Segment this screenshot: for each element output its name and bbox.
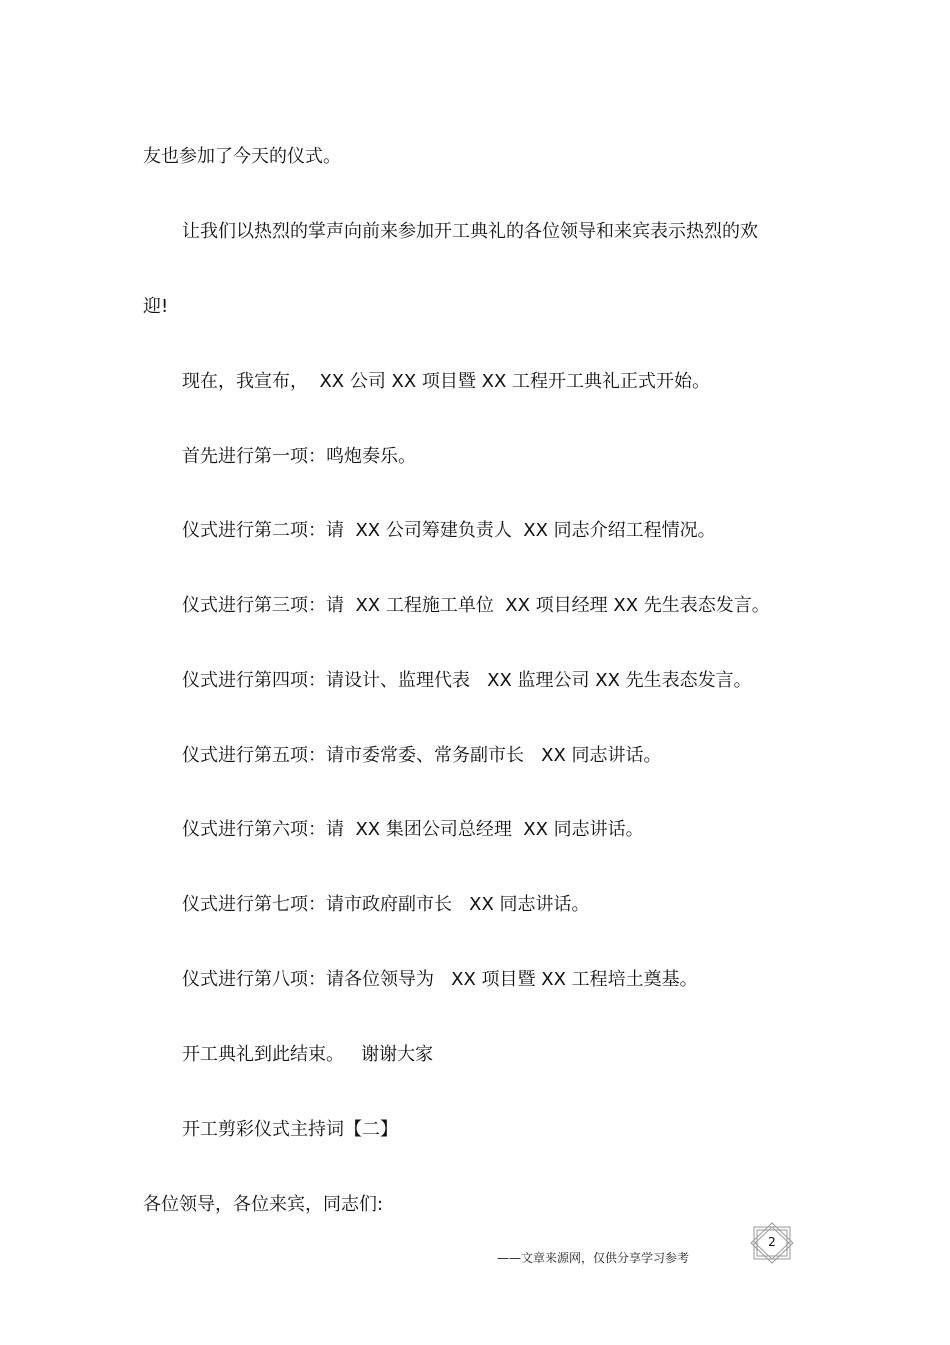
section-heading: 开工剪彩仪式主持词【二】 (182, 1119, 398, 1140)
paragraph-line: 仪式进行第五项：请市委常委、常务副市长 XX 同志讲话。 (182, 745, 662, 766)
paragraph-line: 仪式进行第三项：请 XX 工程施工单位 XX 项目经理 XX 先生表态发言。 (182, 595, 770, 616)
page-number-badge (748, 1222, 796, 1264)
paragraph-line: 仪式进行第八项：请各位领导为 XX 项目暨 XX 工程培土奠基。 (182, 969, 698, 990)
paragraph-line: 友也参加了今天的仪式。 (143, 146, 341, 167)
paragraph-line: 现在，我宣布， XX 公司 XX 项目暨 XX 工程开工典礼正式开始。 (182, 371, 711, 392)
salutation-line: 各位领导，各位来宾，同志们: (143, 1194, 384, 1215)
paragraph-line: 仪式进行第二项：请 XX 公司筹建负责人 XX 同志介绍工程情况。 (182, 520, 716, 541)
paragraph-line: 让我们以热烈的掌声向前来参加开工典礼的各位领导和来宾表示热烈的欢 (182, 221, 758, 242)
page-number: 2 (768, 1235, 776, 1249)
footer-source-text: ——文章来源网，仅供分享学习参考 (497, 1251, 690, 1265)
paragraph-line: 首先进行第一项：鸣炮奏乐。 (182, 446, 416, 467)
paragraph-line: 迎! (143, 296, 169, 317)
paragraph-line: 仪式进行第七项：请市政府副市长 XX 同志讲话。 (182, 894, 590, 915)
paragraph-line: 开工典礼到此结束。 谢谢大家 (182, 1044, 434, 1065)
paragraph-line: 仪式进行第六项：请 XX 集团公司总经理 XX 同志讲话。 (182, 819, 644, 840)
paragraph-line: 仪式进行第四项：请设计、监理代表 XX 监理公司 XX 先生表态发言。 (182, 670, 752, 691)
